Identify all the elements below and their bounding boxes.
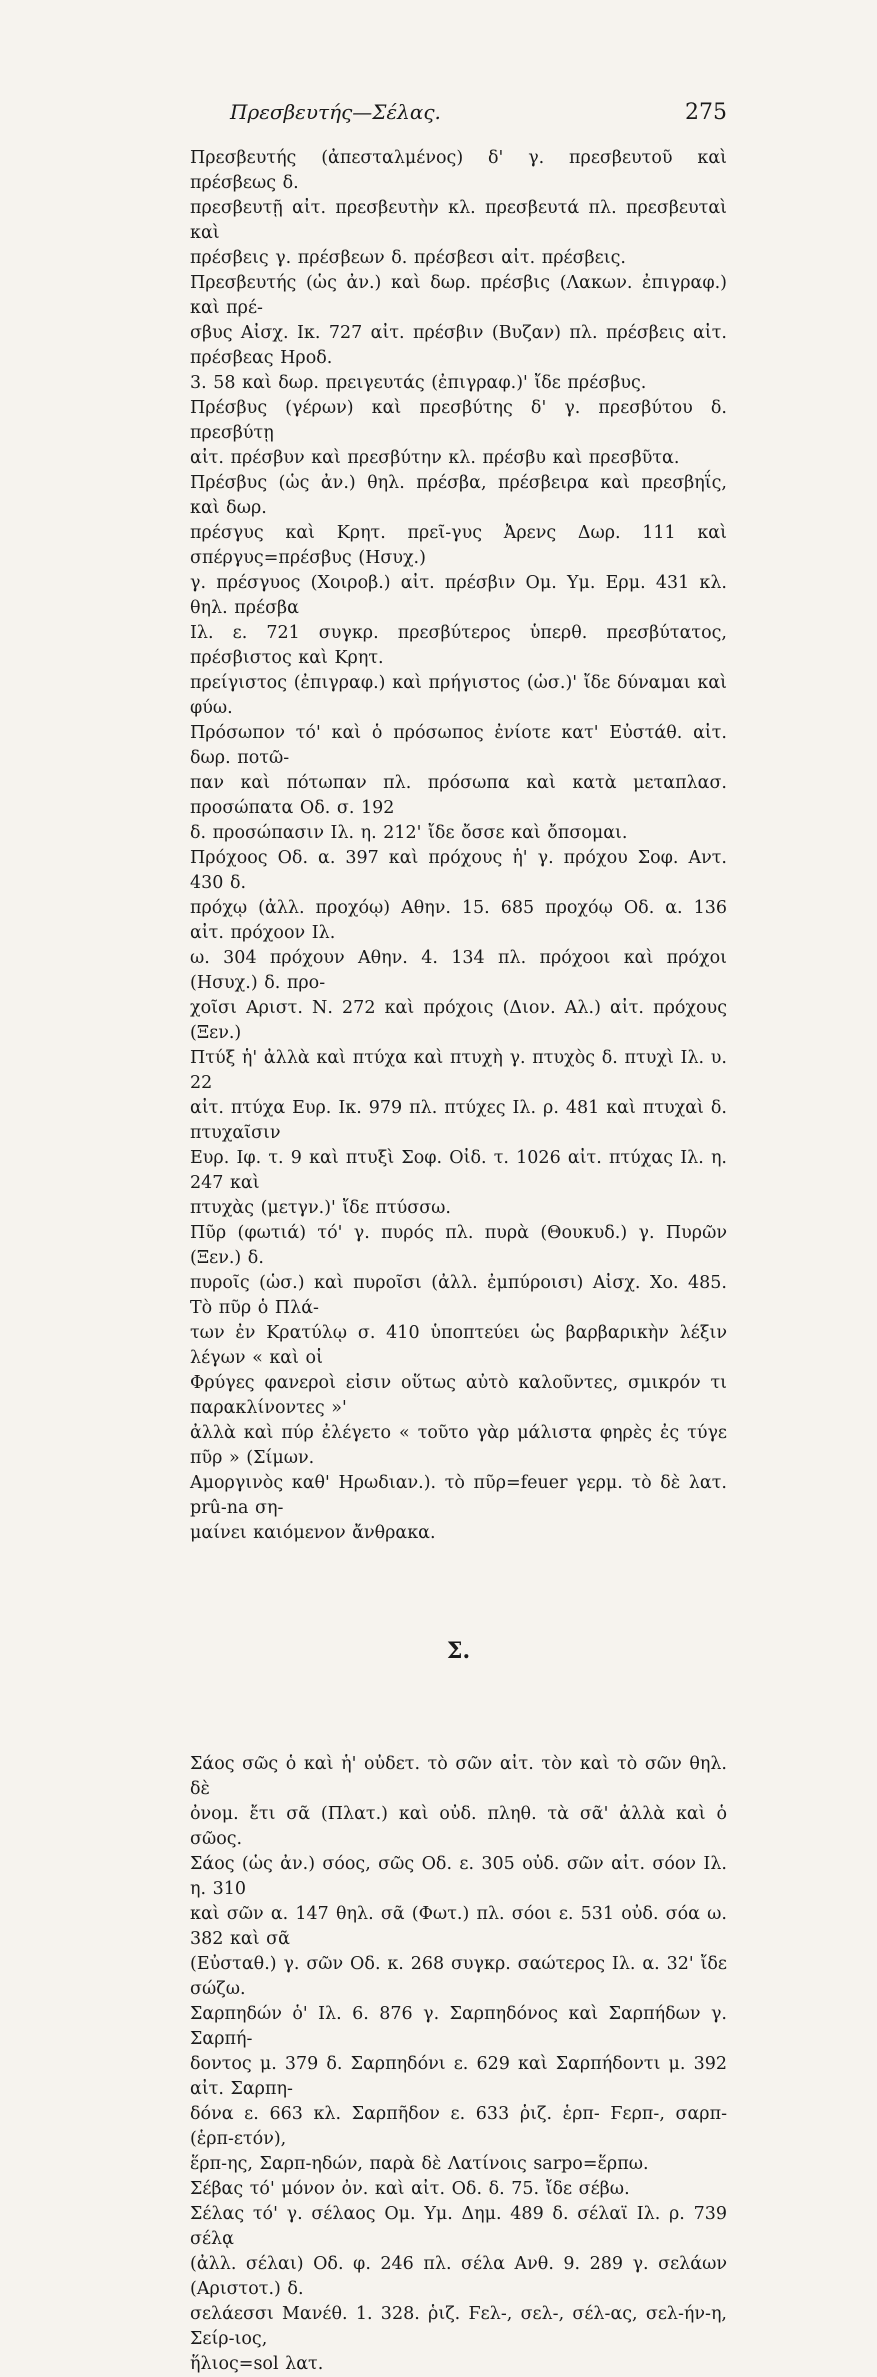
running-head <box>190 100 727 140</box>
text-line: αἰτ. πρέσβυν καὶ πρεσβύτην κλ. πρέσβυ καὶ πρεσβῦτα. <box>190 448 680 468</box>
text-line: Αμοργινὸς καθ' Ηρωδιαν.). τὸ πῦρ=feuer γερμ. τὸ δὲ λατ. prû-na ση- <box>190 1473 727 1518</box>
text-line: ἥλιος=sol λατ. <box>190 2354 324 2374</box>
text-line: Σάος σῶς ὁ καὶ ἡ' οὐδετ. τὸ σῶν αἰτ. τὸν καὶ τὸ σῶν θηλ. δὲ <box>190 1754 727 1799</box>
running-title: Πρεσβευτής—Σέλας. <box>230 100 441 124</box>
text-line: αἰτ. πτύχα Ευρ. Ικ. 979 πλ. πτύχες Ιλ. ρ. 481 καὶ πτυχαὶ δ. πτυχαῖσιν <box>190 1098 727 1143</box>
text-line: Σαρπηδών ὁ' Ιλ. 6. 876 γ. Σαρπηδόνος καὶ Σαρπήδων γ. Σαρπή- <box>190 2004 727 2049</box>
text-line: πρέσγυς καὶ Κρητ. πρεῖ-γυς Ἀρενς Δωρ. 111 καὶ σπέργυς=πρέσβυς (Ησυχ.) <box>190 523 727 568</box>
text-line: Πῦρ (φωτιά) τό' γ. πυρός πλ. πυρὰ (Θουκυδ.) γ. Πυρῶν (Ξεν.) δ. <box>190 1223 727 1268</box>
text-line: Σέλας τό' γ. σέλαος Ομ. Υμ. Δημ. 489 δ. σέλαϊ Ιλ. ρ. 739 σέλᾳ <box>190 2204 727 2249</box>
text-line: Ευρ. Ιφ. τ. 9 καὶ πτυξὶ Σοφ. Οἰδ. τ. 1026 αἰτ. πτύχας Ιλ. η. 247 καὶ <box>190 1148 727 1193</box>
text-line: Πρεσβευτής (ὡς ἀν.) καὶ δωρ. πρέσβις (Λακων. ἐπιγραφ.) καὶ πρέ- <box>190 273 727 318</box>
text-line: χοῖσι Αριστ. Ν. 272 καὶ πρόχοις (Διον. Αλ.) αἰτ. πρόχους (Ξεν.) <box>190 998 727 1043</box>
text-line: ω. 304 πρόχουν Αθην. 4. 134 πλ. πρόχοοι καὶ πρόχοι (Ησυχ.) δ. προ- <box>190 948 727 993</box>
text-line: Πρόχοος Οδ. α. 397 καὶ πρόχους ἡ' γ. πρόχου Σοφ. Αντ. 430 δ. <box>190 848 727 893</box>
text-line: πτυχὰς (μετγν.)' ἴδε πτύσσω. <box>190 1198 451 1218</box>
page-number: 275 <box>685 100 727 125</box>
text-line: σελάεσσι Μανέθ. 1. 328. ῥιζ. Ϝελ-, σελ-, σέλ-ας, σελ-ήν-η, Σείρ-ιος, <box>190 2304 727 2349</box>
text-line: Ιλ. ε. 721 συγκρ. πρεσβύτερος ὑπερθ. πρεσβύτατος, πρέσβιστος καὶ Κρητ. <box>190 623 727 668</box>
section-two-entries <box>190 1752 727 2377</box>
text-line: πρείγιστος (ἐπιγραφ.) καὶ πρήγιστος (ὡσ.)' ἴδε δύναμαι καὶ φύω. <box>190 673 727 718</box>
text-line: δοντος μ. 379 δ. Σαρπηδόνι ε. 629 καὶ Σαρπήδοντι μ. 392 αἰτ. Σαρπη- <box>190 2054 727 2099</box>
text-line: πυροῖς (ὡσ.) καὶ πυροῖσι (ἀλλ. ἐμπύροισι) Αἰσχ. Χο. 485. Τὸ πῦρ ὁ Πλά- <box>190 1273 727 1318</box>
text-line: Πρέσβυς (ὡς ἀν.) θηλ. πρέσβα, πρέσβειρα καὶ πρεσβηΐς, καὶ δωρ. <box>190 473 727 518</box>
text-line: 3. 58 καὶ δωρ. πρειγευτάς (ἐπιγραφ.)' ἴδε πρέσβυς. <box>190 373 647 393</box>
text-line: (Εὐσταθ.) γ. σῶν Οδ. κ. 268 συγκρ. σαώτερος Ιλ. α. 32' ἴδε σώζω. <box>190 1954 727 1999</box>
text-line: πρόχῳ (ἀλλ. προχόῳ) Αθην. 15. 685 προχόῳ Οδ. α. 136 αἰτ. πρόχοον Ιλ. <box>190 898 727 943</box>
text-line: Πρεσβευτής (ἀπεσταλμένος) δ' γ. πρεσβευτοῦ καὶ πρέσβεως δ. <box>190 148 727 193</box>
text-line: μαίνει καιόμενον ἄνθρακα. <box>190 1523 436 1543</box>
section-letter-heading: Σ. <box>446 1638 471 1664</box>
text-line: των ἐν Κρατύλῳ σ. 410 ὑποπτεύει ὡς βαρβαρικὴν λέξιν λέγων « καὶ οἱ <box>190 1323 727 1368</box>
section-one-entries <box>190 146 727 1546</box>
text-line: Πρέσβυς (γέρων) καὶ πρεσβύτης δ' γ. πρεσβύτου δ. πρεσβύτῃ <box>190 398 727 443</box>
text-line: (ἀλλ. σέλαι) Οδ. φ. 246 πλ. σέλα Ανθ. 9. 289 γ. σελάων (Αριστοτ.) δ. <box>190 2254 727 2299</box>
text-line: Σέβας τό' μόνον ὀν. καὶ αἰτ. Οδ. δ. 75. ἴδε σέβω. <box>190 2179 630 2199</box>
text-line: πρέσβεις γ. πρέσβεων δ. πρέσβεσι αἰτ. πρέσβεις. <box>190 248 626 268</box>
text-line: ἕρπ-ης, Σαρπ-ηδών, παρὰ δὲ Λατίνοις sarpo=ἕρπω. <box>190 2154 649 2174</box>
text-line: πρεσβευτῇ αἰτ. πρεσβευτὴν κλ. πρεσβευτά πλ. πρεσβευταὶ καὶ <box>190 198 727 243</box>
text-line: γ. πρέσγυος (Χοιροβ.) αἰτ. πρέσβιν Ομ. Υμ. Ερμ. 431 κλ. θηλ. πρέσβα <box>190 573 727 618</box>
text-line: δόνα ε. 663 κλ. Σαρπῆδον ε. 633 ῥιζ. ἑρπ- Ϝερπ-, σαρπ- (ἑρπ-ετόν), <box>190 2104 727 2149</box>
text-column <box>190 146 727 2377</box>
text-line: ὀνομ. ἔτι σᾶ (Πλατ.) καὶ οὐδ. πληθ. τὰ σᾶ' ἀλλὰ καὶ ὁ σῶος. <box>190 1804 727 1849</box>
text-line: Πρόσωπον τό' καὶ ὁ πρόσωπος ἐνίοτε κατ' Εὐστάθ. αἰτ. δωρ. ποτῶ- <box>190 723 727 768</box>
text-line: σβυς Αἰσχ. Ικ. 727 αἰτ. πρέσβιν (Βυζαν) πλ. πρέσβεις αἰτ. πρέσβεας Ηροδ. <box>190 323 727 368</box>
text-line: δ. προσώπασιν Ιλ. η. 212' ἴδε ὄσσε καὶ ὄπσομαι. <box>190 823 628 843</box>
text-line: Φρύγες φανεροὶ εἰσιν οὕτως αὐτὸ καλοῦντες, σμικρόν τι παρακλίνοντες »' <box>190 1373 727 1418</box>
text-line: καὶ σῶν α. 147 θηλ. σᾶ (Φωτ.) πλ. σόοι ε. 531 οὐδ. σόα ω. 382 καὶ σᾶ <box>190 1904 727 1949</box>
text-line: Σάος (ὡς ἀν.) σόος, σῶς Οδ. ε. 305 οὐδ. σῶν αἰτ. σόον Ιλ. η. 310 <box>190 1854 727 1899</box>
text-line: ἀλλὰ καὶ πύρ ἐλέγετο « τοῦτο γὰρ μάλιστα φηρὲς ἐς τύγε πῦρ » (Σίμων. <box>190 1423 727 1468</box>
text-line: παν καὶ πότωπαν πλ. πρόσωπα καὶ κατὰ μεταπλασ. προσώπατα Οδ. σ. 192 <box>190 773 727 818</box>
text-line: Πτύξ ἡ' ἀλλὰ καὶ πτύχα καὶ πτυχὴ γ. πτυχὸς δ. πτυχὶ Ιλ. υ. 22 <box>190 1048 727 1093</box>
